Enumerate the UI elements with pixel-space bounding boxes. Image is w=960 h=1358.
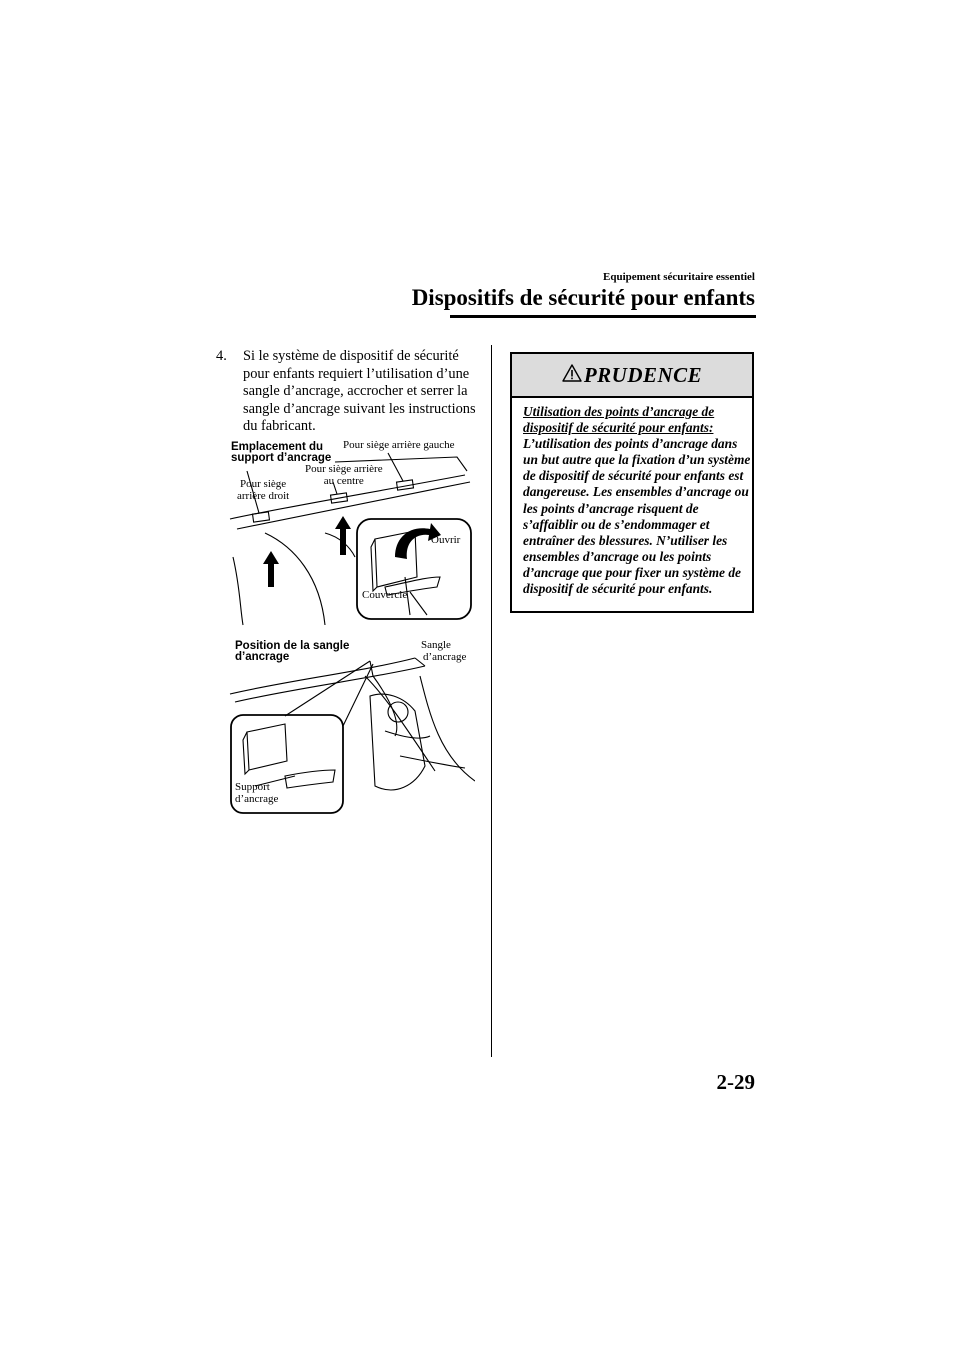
caution-text [523,404,751,597]
step-4 [216,348,478,436]
caution-title: PRUDENCE [583,362,703,387]
label-right-seat: Pour siège arrière droit [237,478,290,502]
warning-triangle-icon [562,364,582,382]
label-anchor-location: Emplacement du support d’ancrage [231,441,332,464]
label-center-seat: Pour siège arrière au centre [305,463,383,487]
page-title: Dispositifs de sécurité pour enfants [411,285,755,310]
caution-header [512,354,752,398]
section-label: Equipement sécuritaire essentiel [603,271,755,283]
label-anchor-bracket: Support d’ancrage [235,781,279,805]
label-tether-strap: Sangle d’ancrage [421,639,467,663]
label-open: Ouvrir [431,534,461,546]
figure-tether-position [225,636,475,816]
label-cover: Couvercle [362,589,408,601]
caution-body: L’utilisation des points d’ancrage dans un but autre que la fixation d’un système de dispositif de sécurité pour enfants est dangereuse. Les ensembles d’ancrage ou les points d’ancrage risquent de s’affaiblir ou de s’endommager et entraîner des blessures. N’utiliser les ensembles d’ancrage ou les points d’ancrage que pour fixer un système de dispositif de sécurité pour enfants. [523,436,751,597]
figure-anchor-locations [225,437,475,627]
label-strap-position: Position de la sangle d’ancrage [235,640,350,663]
step-number: 4. [216,348,227,364]
caution-lead: Utilisation des points d’ancrage de dispositif de sécurité pour enfants: [523,404,715,436]
header-rule [450,315,756,318]
label-left-seat: Pour siège arrière gauche [343,439,455,451]
column-divider [491,345,492,1057]
step-text: Si le système de dispositif de sécurité pour enfants requiert l’utilisation d’une sangle d’ancrage, accrocher et serrer la sangle d’ancrage suivant les instructions du fabricant. [243,348,476,435]
caution-box [510,352,754,613]
page-number: 2-29 [716,1070,755,1094]
